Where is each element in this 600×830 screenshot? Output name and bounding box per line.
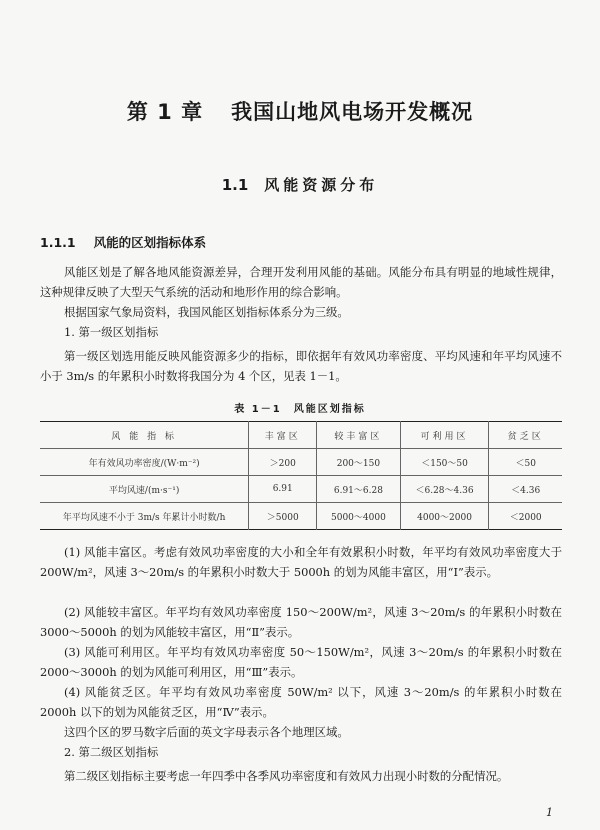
table-header-cell: 可利用区 [400,422,489,449]
table-cell: 6.91 [249,476,317,503]
subsection-number: 1.1.1 [40,235,76,250]
table-cell: 年有效风功率密度/(W·m⁻²) [40,449,249,476]
table-header-cell: 贫乏区 [489,422,562,449]
table-cell: ＜6.28～4.36 [400,476,489,503]
table-cell: 5000～4000 [317,503,401,530]
chapter-title-text: 我国山地风电场开发概况 [231,100,474,124]
table-header-row [40,422,562,449]
table-cell: ＜2000 [489,503,562,530]
table-cell: 200～150 [317,449,401,476]
chapter-number: 第 1 章 [126,100,204,124]
table-header-cell: 较丰富区 [317,422,401,449]
table-cell: 平均风速/(m·s⁻¹) [40,476,249,503]
table-row [40,449,562,476]
table-cell: 6.91～6.28 [317,476,401,503]
page-number: 1 [546,806,553,819]
section-title-text: 风能资源分布 [264,176,379,194]
subsection-title [40,233,206,251]
table-cell: 4000～2000 [400,503,489,530]
paragraph-zone-poor: (4) 风能贫乏区。年平均有效风功率密度 50W/m² 以下，风速 3～20m/s 的年累积小时数在 2000h 以下的划为风能贫乏区，用“Ⅳ”表示。 [40,685,562,719]
chapter-title [0,96,600,126]
heading-second-level: 2. 第二级区划指标 [64,745,159,759]
paragraph-zone-fairly-rich: (2) 风能较丰富区。年平均有效风功率密度 150～200W/m²，风速 3～20m/s 的年累积小时数在 3000～5000h 的划为风能较丰富区，用“Ⅱ”表示。 [40,605,562,639]
paragraph-second-level: 第二级区划指标主要考虑一年四季中各季风功率密度和有效风力出现小时数的分配情况。 [64,769,509,783]
table-caption: 表 1－1 风能区划指标 [234,404,366,415]
table-cell: 年平均风速不小于 3m/s 年累计小时数/h [40,503,249,530]
table-cell: ＜150～50 [400,449,489,476]
table-cell: ＞5000 [249,503,317,530]
paragraph-roman-numerals: 这四个区的罗马数字后面的英文字母表示各个地理区域。 [64,725,349,739]
table-header-cell: 风 能 指 标 [40,422,249,449]
paragraph-levels: 根据国家气象局资料，我国风能区划指标体系分为三级。 [64,305,349,319]
table-cell: ＞200 [249,449,317,476]
paragraph-intro: 风能区划是了解各地风能资源差异，合理开发利用风能的基础。风能分布具有明显的地域性规律，这种规律反映了大型天气系统的活动和地形作用的综合影响。 [40,265,562,299]
subsection-title-text: 风能的区划指标体系 [93,235,207,250]
table-row [40,476,562,503]
paragraph-first-level: 第一级区划选用能反映风能资源多少的指标，即依据年有效风功率密度、平均风速和年平均风速不小于 3m/s 的年累积小时数将我国分为 4 个区，见表 1－1。 [40,349,562,383]
paragraph-zone-usable: (3) 风能可利用区。年平均有效风功率密度 50～150W/m²，风速 3～20m/s 的年累积小时数在 2000～3000h 的划为风能可利用区，用“Ⅲ”表示。 [40,645,562,679]
table-cell: ＜4.36 [489,476,562,503]
section-title [0,174,600,195]
heading-first-level: 1. 第一级区划指标 [64,325,159,339]
wind-zone-table [40,421,562,530]
section-number: 1.1 [221,176,249,194]
table-row [40,503,562,530]
table-cell: ＜50 [489,449,562,476]
paragraph-zone-rich: (1) 风能丰富区。考虑有效风功率密度的大小和全年有效累积小时数，年平均有效风功率密度大于 200W/m²，风速 3～20m/s 的年累积小时数大于 5000h 的划为风能丰富区，用“Ⅰ”表示。 [40,545,562,579]
table-header-cell: 丰富区 [249,422,317,449]
